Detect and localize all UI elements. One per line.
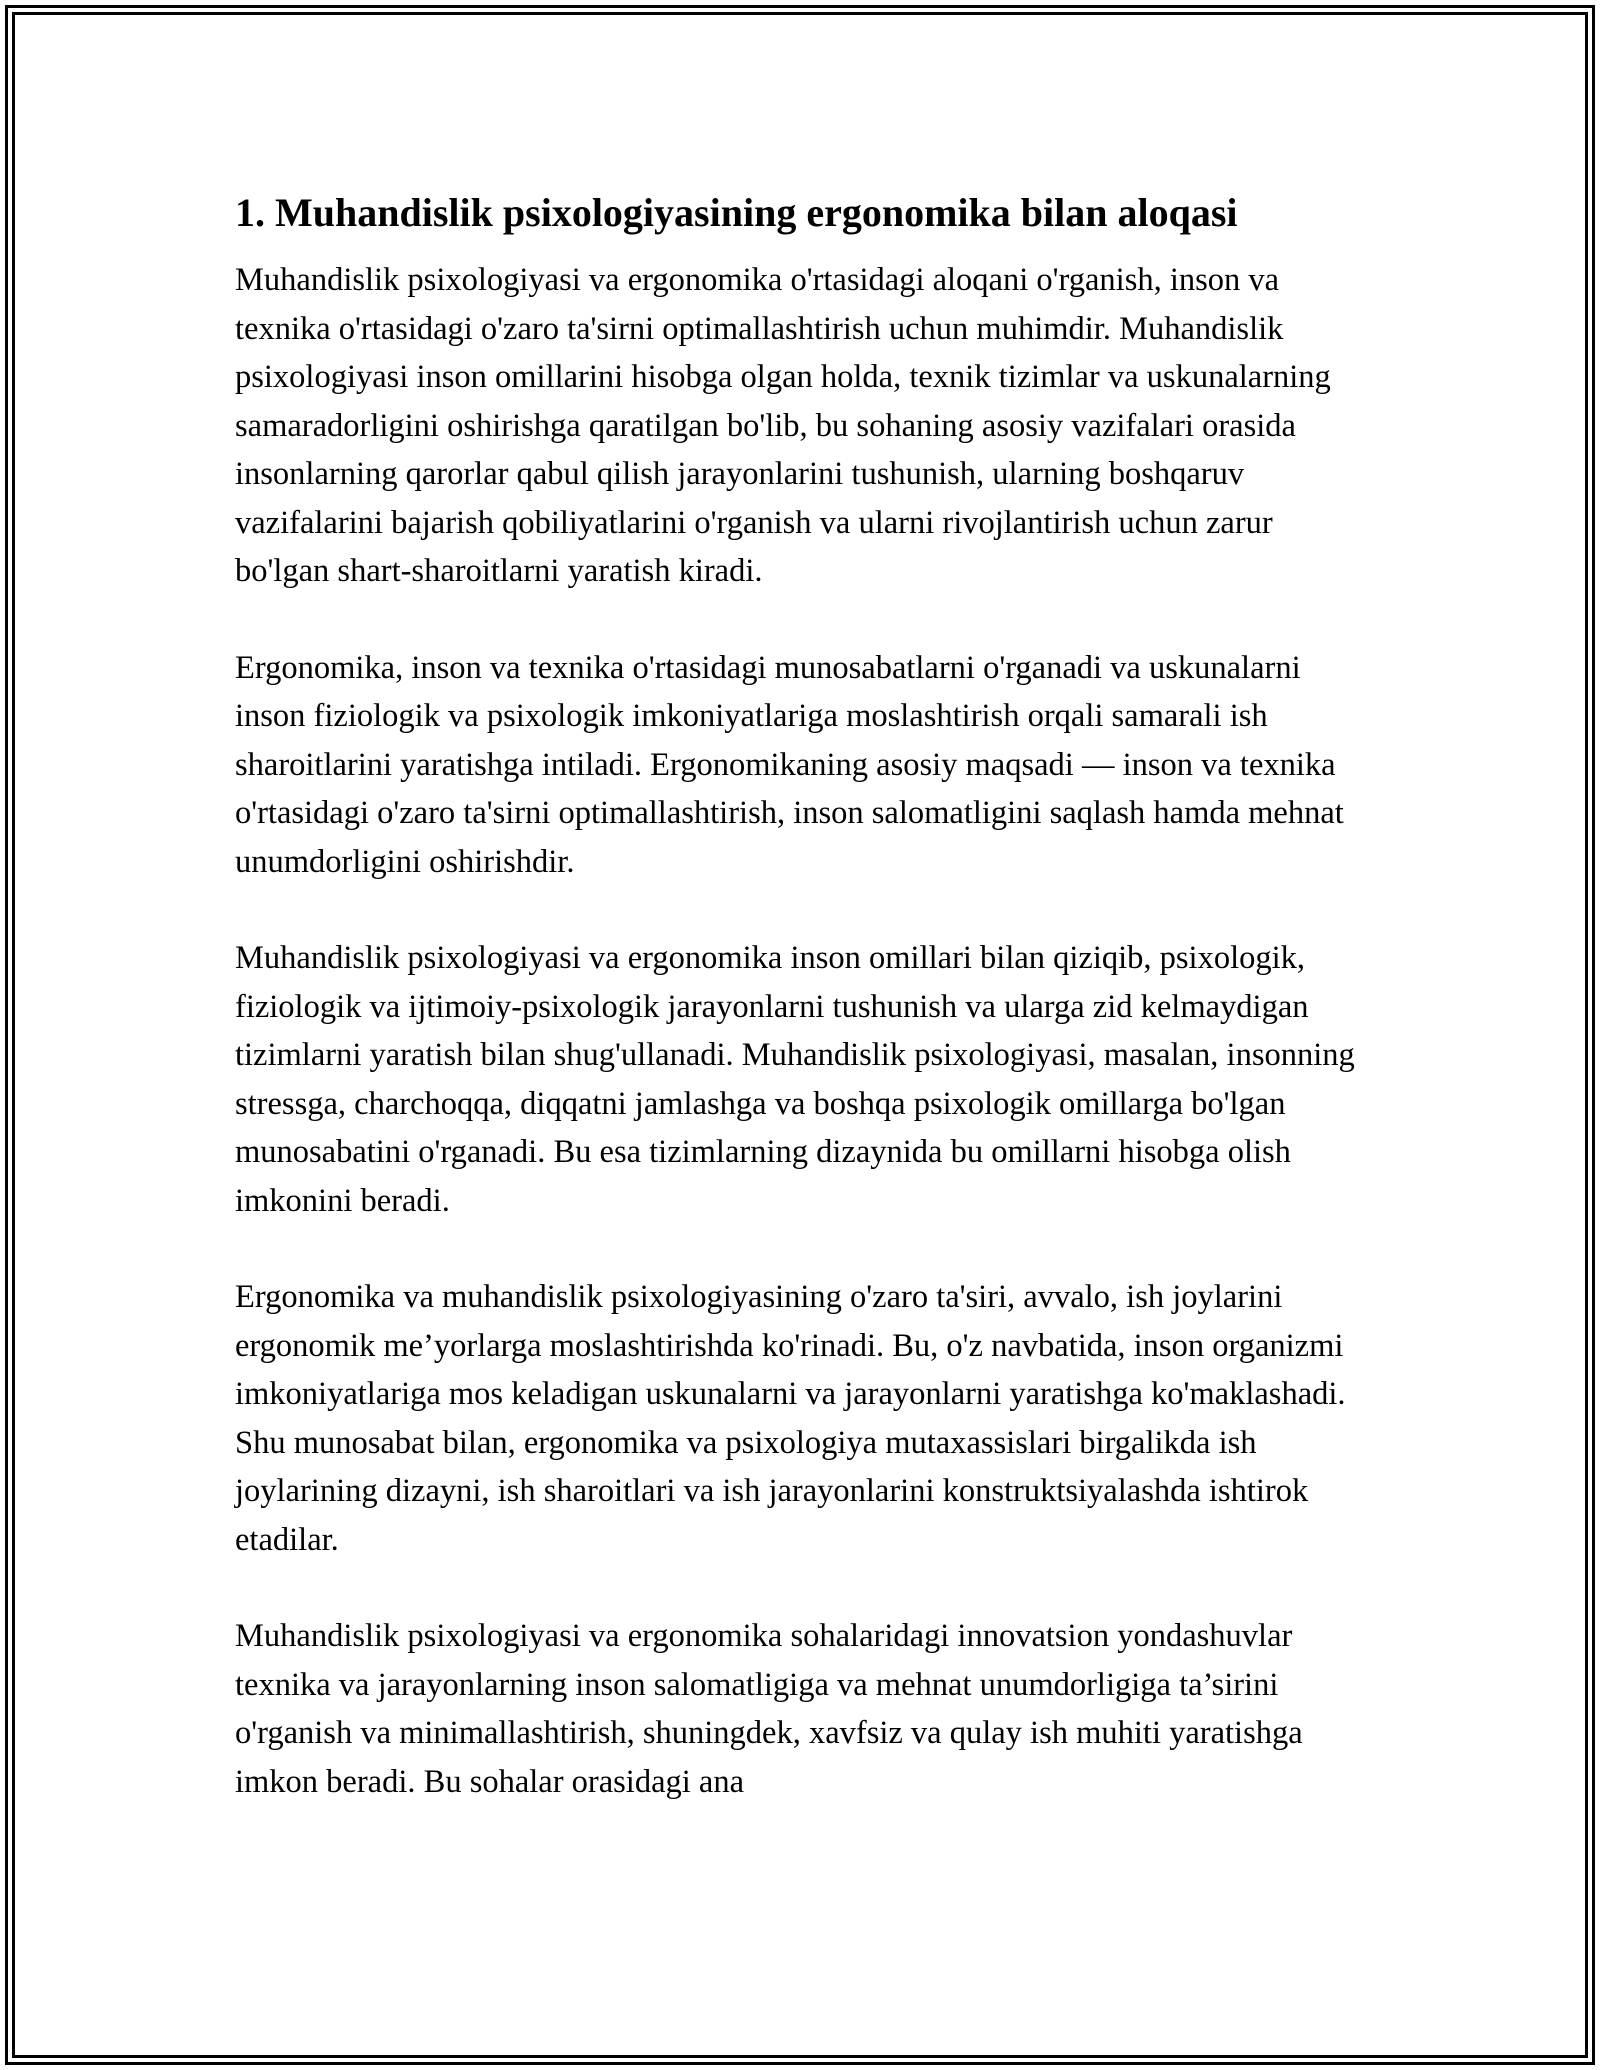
paragraph-1: Muhandislik psixologiyasi va ergonomika o'rtasidagi aloqani o'rganish, inson va texnika o'rtasidagi o'zaro ta'sirni optimallashtirish uchun muhimdir. Muhandislik psixologiyasi inson omillarini hisobga olgan holda, texnik tizimlar va uskunalarning samaradorligini oshirishga qaratilgan bo'lib, bu sohaning asosiy vazifalari orasida insonlarning qarorlar qabul qilish jarayonlarini tushunish, ularning boshqaruv vazifalarini bajarish qobiliyatlarini o'rganish va ularni rivojlantirish uchun zarur bo'lgan shart-sharoitlarni yaratish kiradi. bbox=[235, 262, 1331, 589]
paragraph-4: Ergonomika va muhandislik psixologiyasining o'zaro ta'siri, avvalo, ish joylarini ergonomik me’yorlarga moslashtirishda ko'rinadi. Bu, o'z navbatida, inson organizmi imkoniyatlariga mos keladigan uskunalarni va jarayonlarni yaratishga ko'maklashadi. Shu munosabat bilan, ergonomika va psixologiya mutaxassislari birgalikda ish joylarining dizayni, ish sharoitlari va ish jarayonlarini konstruktsiyalashda ishtirok etadilar. bbox=[235, 1279, 1346, 1558]
paragraph-3: Muhandislik psixologiyasi va ergonomika inson omillari bilan qiziqib, psixologik, fiziologik va ijtimoiy-psixologik jarayonlarni tushunish va ularga zid kelmaydigan tizimlarni yaratish bilan shug'ullanadi. Muhandislik psixologiyasi, masalan, insonning stressga, charchoqqa, diqqatni jamlashga va boshqa psixologik omillarga bo'lgan munosabatini o'rganadi. Bu esa tizimlarning dizaynida bu omillarni hisobga olish imkonini beradi. bbox=[235, 940, 1355, 1219]
paragraph-2: Ergonomika, inson va texnika o'rtasidagi munosabatlarni o'rganadi va uskunalarni inson fiziologik va psixologik imkoniyatlariga moslashtirish orqali samarali ish sharoitlarini yaratishga intiladi. Ergonomikaning asosiy maqsadi — inson va texnika o'rtasidagi o'zaro ta'sirni optimallashtirish, inson salomatligini saqlash hamda mehnat unumdorligini oshirishdir. bbox=[235, 649, 1344, 880]
section-heading: 1. Muhandislik psixologiyasining ergonomika bilan aloqasi bbox=[235, 190, 1238, 235]
document-body bbox=[235, 180, 1375, 1854]
paragraph-5: Muhandislik psixologiyasi va ergonomika sohalaridagi innovatsion yondashuvlar texnika va jarayonlarning inson salomatligiga va mehnat unumdorligiga ta’sirini o'rganish va minimallashtirish, shuningdek, xavfsiz va qulay ish muhiti yaratishga imkon beradi. Bu sohalar orasidagi ana bbox=[235, 1618, 1303, 1800]
